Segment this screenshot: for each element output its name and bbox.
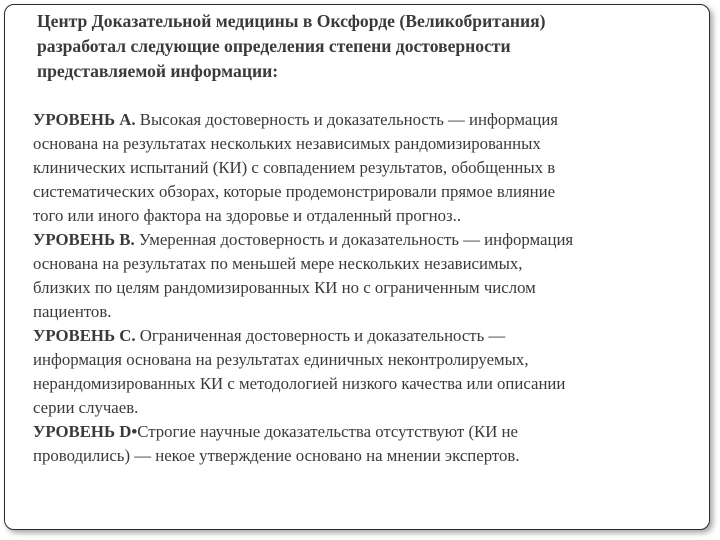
level-a-paragraph: [33, 108, 713, 228]
slide-body: [33, 108, 713, 468]
level-c-line: информация основана на результатах единичных неконтролируемых,: [33, 350, 529, 369]
level-d-label: УРОВЕНЬ D•: [33, 422, 138, 441]
level-b-line: [33, 228, 713, 252]
level-a-line: [33, 108, 713, 132]
slide-title: [37, 9, 697, 84]
level-b-paragraph: [33, 228, 713, 324]
level-d-line: проводились) — некое утверждение основано на мнении экспертов.: [33, 446, 520, 465]
level-a-line: клинических испытаний (КИ) с совпадением результатов, обобщенных в: [33, 158, 556, 177]
level-c-text: Ограниченная достоверность и доказательность —: [135, 326, 506, 345]
level-a-label: УРОВЕНЬ А.: [33, 110, 136, 129]
title-line: разработал следующие определения степени достоверности: [37, 36, 511, 56]
level-d-line: [33, 420, 713, 444]
title-line: представляемой информации:: [37, 61, 279, 81]
level-a-line: систематических обзорах, которые продемонстрировали прямое влияние: [33, 182, 556, 201]
level-c-line: серии случаев.: [33, 398, 139, 417]
level-a-line: того или иного фактора на здоровье и отдаленный прогноз..: [33, 206, 462, 225]
level-b-line: близких по целям рандомизированных КИ но с ограниченным числом: [33, 278, 536, 297]
level-c-paragraph: [33, 324, 713, 420]
level-d-text: Строгие научные доказательства отсутствуют (КИ не: [137, 422, 518, 441]
level-c-label: УРОВЕНЬ C.: [33, 326, 136, 345]
level-c-line: нерандомизированных КИ с методологией низкого качества или описании: [33, 374, 566, 393]
level-a-line: основана на результатах нескольких независимых рандомизированных: [33, 134, 541, 153]
level-d-paragraph: [33, 420, 713, 468]
level-b-label: УРОВЕНЬ B.: [33, 230, 135, 249]
level-b-line: пациентов.: [33, 302, 112, 321]
level-b-line: основана на результатах по меньшей мере нескольких независимых,: [33, 254, 523, 273]
level-a-text: Высокая достоверность и доказательность — информация: [135, 110, 559, 129]
level-c-line: [33, 324, 713, 348]
title-line: Центр Доказательной медицины в Оксфорде (Великобритания): [37, 11, 546, 31]
level-b-text: Умеренная достоверность и доказательность — информация: [134, 230, 574, 249]
